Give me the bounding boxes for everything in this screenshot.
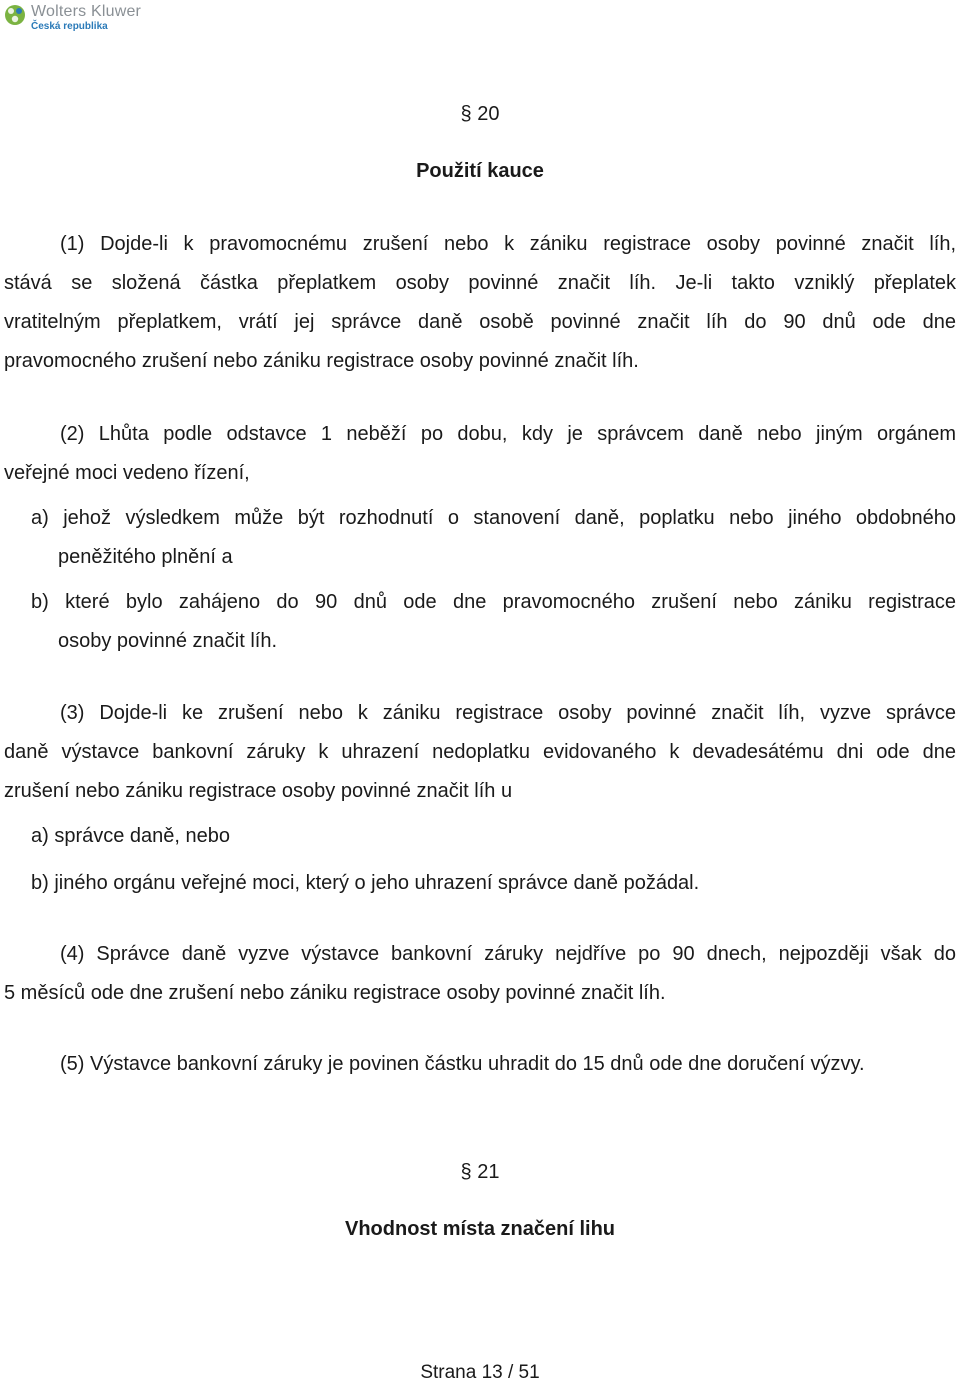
paragraph-4-line-2: 5 měsíců ode dne zrušení nebo zániku registrace osoby povinné značit líh. [4, 982, 666, 1004]
paragraph-1-line-3: vratitelným přeplatkem, vrátí jej správce daně osobě povinné značit líh do 90 dnů ode dne [4, 311, 956, 333]
paragraph-2a-line-1: a) jehož výsledkem může být rozhodnutí o stanovení daně, poplatku nebo jiného obdobného [31, 507, 956, 529]
paragraph-4-line-1: (4) Správce daně vyzve výstavce bankovní záruky nejdříve po 90 dnech, nejpozději však do [60, 943, 956, 965]
publisher-logo [4, 4, 141, 32]
paragraph-3-line-1: (3) Dojde-li ke zrušení nebo k zániku registrace osoby povinné značit líh, vyzve správce [60, 702, 956, 724]
paragraph-2a-line-2: peněžitého plnění a [58, 546, 233, 568]
paragraph-2-line-1: (2) Lhůta podle odstavce 1 neběží po dobu, kdy je správcem daně nebo jiným orgánem [60, 423, 956, 445]
page-number: Strana 13 / 51 [420, 1362, 540, 1383]
paragraph-3-line-2: daně výstavce bankovní záruky k uhrazení nedoplatku evidovaného k devadesátému dni ode dne [4, 741, 956, 763]
logo-name: Wolters Kluwer [31, 3, 142, 20]
wolters-kluwer-logo-icon [4, 4, 26, 26]
section-title-21: Vhodnost místa značení lihu [344, 1218, 616, 1240]
section-title-20: Použití kauce [416, 160, 544, 182]
paragraph-2b-line-1: b) které bylo zahájeno do 90 dnů ode dne pravomocného zrušení nebo zániku registrace [31, 591, 956, 613]
logo-subtitle: Česká republika [31, 21, 108, 32]
paragraph-2b-line-2: osoby povinné značit líh. [58, 630, 278, 652]
paragraph-3-line-3: zrušení nebo zániku registrace osoby povinné značit líh u [4, 780, 513, 802]
section-number-21: § 21 [460, 1161, 500, 1183]
paragraph-3b: b) jiného orgánu veřejné moci, který o jeho uhrazení správce daně požádal. [31, 872, 700, 894]
paragraph-1-line-2: stává se složená částka přeplatkem osoby povinné značit líh. Je-li takto vzniklý přeplatek [4, 272, 956, 294]
section-number-20: § 20 [460, 103, 500, 125]
paragraph-1-line-1: (1) Dojde-li k pravomocnému zrušení nebo k zániku registrace osoby povinné značit líh, [60, 233, 956, 255]
paragraph-1-line-4: pravomocného zrušení nebo zániku registrace osoby povinné značit líh. [4, 350, 639, 372]
paragraph-5: (5) Výstavce bankovní záruky je povinen částku uhradit do 15 dnů ode dne doručení výzvy. [60, 1053, 865, 1075]
paragraph-2-line-2: veřejné moci vedeno řízení, [4, 462, 250, 484]
paragraph-3a: a) správce daně, nebo [31, 825, 231, 847]
